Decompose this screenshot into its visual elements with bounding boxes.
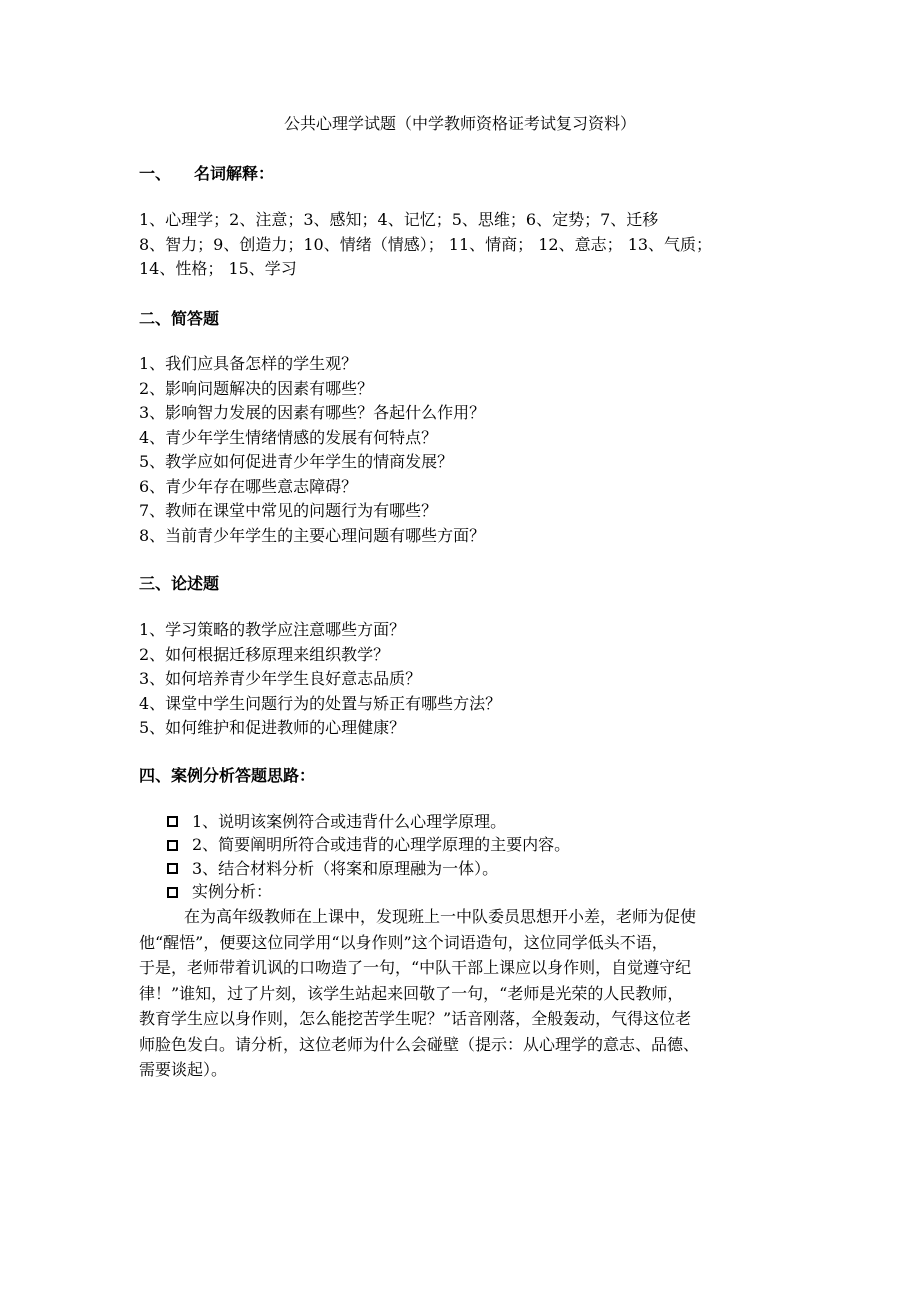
essay-question-item: 3、如何培养青少年学生良好意志品质？ (139, 669, 422, 688)
short-answer-item: 5、教学应如何促进青少年学生的情商发展？ (139, 452, 454, 471)
case-study-paragraph (139, 904, 781, 1083)
case-line: 律！”谁知，过了片刻，该学生站起来回敬了一句，“老师是光荣的人民教师， (139, 983, 684, 1003)
short-answer-item: 8、当前青少年学生的主要心理问题有哪些方面？ (139, 525, 486, 545)
terms-line-2: 8、智力；9、创造力；10、情绪（情感）； 11、情商； 12、意志； 13、气质； (139, 234, 713, 254)
short-answer-item: 4、青少年学生情绪情感的发展有何特点？ (139, 427, 438, 447)
checklist-item-label: 2、简要阐明所符合或违背的心理学原理的主要内容。 (192, 835, 571, 854)
terms-line-1: 1、心理学；2、注意；3、感知；4、记忆；5、思维；6、定势；7、迁移 (139, 210, 659, 229)
section-1-heading: 名词解释： (194, 164, 275, 183)
section-3-heading: 三、论述题 (139, 574, 220, 593)
document-title: 公共心理学试题（中学教师资格证考试复习资料） (283, 114, 636, 133)
short-answer-item: 1、我们应具备怎样的学生观？ (139, 354, 358, 373)
checklist-item (167, 857, 570, 881)
checklist-item (167, 834, 570, 858)
case-line: 于是，老师带着讥讽的口吻造了一句，“中队干部上课应以身作则，自觉遵守纪 (139, 958, 692, 977)
essay-question-item: 2、如何根据迁移原理来组织教学？ (139, 644, 390, 664)
checklist-item-label: 实例分析： (192, 882, 273, 901)
checklist-item-label: 3、结合材料分析（将案和原理融为一体）。 (192, 858, 499, 878)
essay-question-item: 1、学习策略的教学应注意哪些方面？ (139, 620, 406, 639)
checklist-item (167, 810, 570, 834)
checklist-item-label: 1、说明该案例符合或违背什么心理学原理。 (192, 811, 507, 831)
section-1-number: 一、 (139, 164, 172, 183)
case-line: 师脸色发白。请分析，这位老师为什么会碰壁（提示：从心理学的意志、品德、 (139, 1034, 700, 1054)
case-line: 需要谈起）。 (139, 1060, 228, 1079)
section-2-heading: 二、简答题 (139, 309, 220, 328)
checkbox-icon (167, 863, 178, 874)
essay-question-item: 5、如何维护和促进教师的心理健康？ (139, 718, 406, 737)
terms-list (139, 208, 789, 282)
section-4-heading: 四、案例分析答题思路： (139, 766, 316, 785)
short-answer-list (139, 352, 485, 548)
checklist-item (167, 881, 570, 905)
terms-line-3: 14、性格； 15、学习 (139, 259, 297, 278)
checkbox-icon (167, 887, 178, 898)
case-line: 教育学生应以身作则，怎么能挖苦学生呢？”话音刚落，全般轰动，气得这位老 (139, 1009, 692, 1028)
case-line: 他“醒悟”，便要这位同学用“以身作则”这个词语造句，这位同学低头不语， (139, 932, 668, 952)
short-answer-item: 6、青少年存在哪些意志障碍？ (139, 476, 358, 496)
checkbox-icon (167, 840, 178, 851)
checkbox-icon (167, 816, 178, 827)
case-line: 在为高年级教师在上课中，发现班上一中队委员思想开小差，老师为促使 (184, 907, 697, 926)
short-answer-item: 3、影响智力发展的因素有哪些？各起什么作用？ (139, 403, 486, 422)
short-answer-item: 7、教师在课堂中常见的问题行为有哪些？ (139, 501, 438, 520)
essay-question-list (139, 618, 501, 741)
essay-question-item: 4、课堂中学生问题行为的处置与矫正有哪些方法？ (139, 693, 502, 713)
case-analysis-checklist (167, 810, 570, 904)
short-answer-item: 2、影响问题解决的因素有哪些？ (139, 378, 374, 398)
